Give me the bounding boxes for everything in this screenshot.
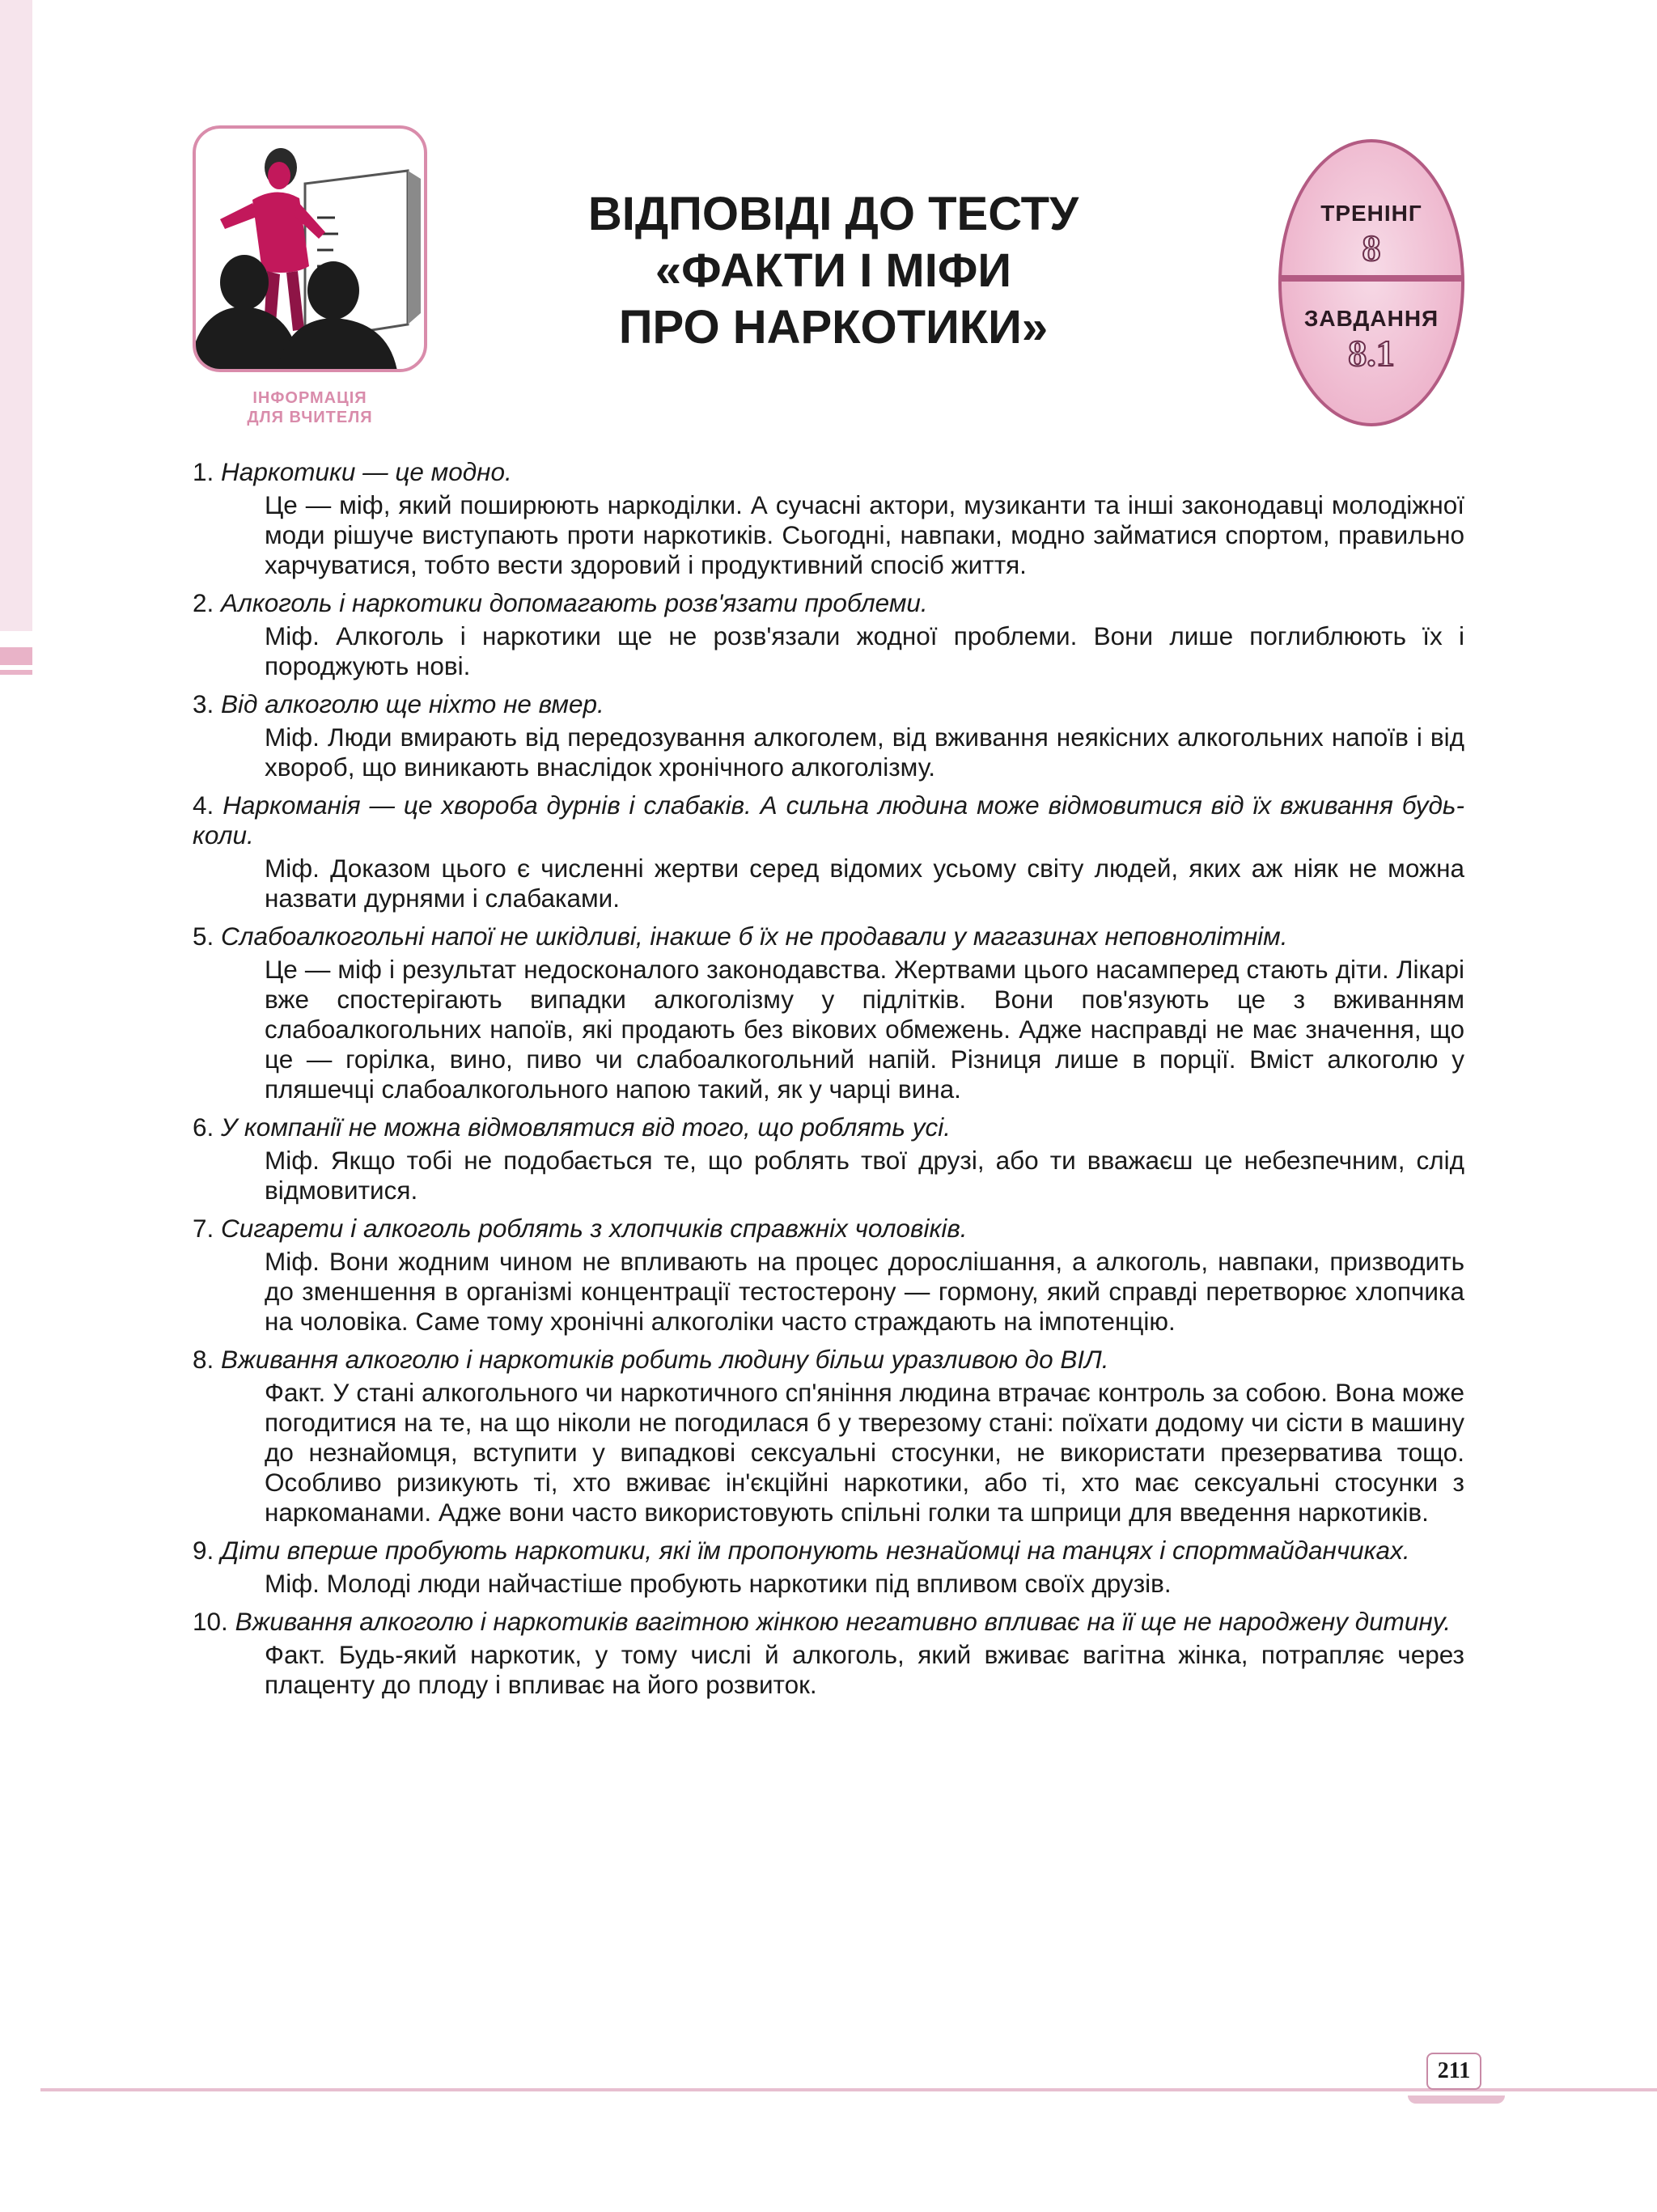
myth-statement (193, 1214, 1464, 1244)
statement-text: Слабоалкогольні напої не шкідливі, інакше б їх не продавали у магазинах неповнолітнім. (221, 922, 1288, 951)
teacher-caption-line: ДЛЯ ВЧИТЕЛЯ (247, 409, 373, 426)
footer-rule (40, 2088, 1657, 2091)
item-number: 1. (193, 457, 214, 486)
list-item (193, 1112, 1464, 1206)
myth-statement (193, 588, 1464, 618)
answer-text: Це — міф, який поширюють наркоділки. А сучасні актори, музиканти та інші законодавці молодіжної моди рішуче виступають проти наркотиків. Сьогодні, навпаки, модно займатися спортом, правильно харчуватися, тобто вести здоровий і продуктивний спосіб життя. (265, 490, 1464, 579)
training-badge (1278, 139, 1464, 426)
myth-statement (193, 689, 1464, 719)
item-number: 6. (193, 1112, 214, 1142)
list-item (193, 588, 1464, 681)
statement-text: Від алкоголю ще ніхто не вмер. (221, 689, 604, 718)
item-number: 9. (193, 1536, 214, 1565)
left-margin-tab-line (0, 670, 32, 675)
myth-statement (193, 1607, 1464, 1637)
item-number: 4. (193, 790, 214, 820)
title-line: ВІДПОВІДІ ДО ТЕСТУ (587, 188, 1079, 240)
left-margin-stripe (0, 0, 32, 631)
title-line: ПРО НАРКОТИКИ» (618, 301, 1049, 354)
teacher-info-card (193, 125, 427, 372)
list-item (193, 790, 1464, 913)
statement-text: Алкоголь і наркотики допомагають розв'язати проблеми. (221, 588, 928, 617)
teacher-presentation-illustration (196, 129, 427, 372)
answer-text: Факт. Будь-який наркотик, у тому числі й алкоголь, який вживає вагітна жінка, потрапляє через плаценту до плоду і впливає на його розвиток. (265, 1640, 1464, 1699)
task-number: 8.1 (1348, 333, 1395, 374)
answers-list (193, 457, 1464, 1708)
item-number: 5. (193, 922, 214, 951)
statement-text: У компанії не можна відмовлятися від того, що роблять усі. (221, 1112, 951, 1142)
myth-statement (193, 1345, 1464, 1375)
list-item (193, 689, 1464, 782)
task-label: ЗАВДАННЯ (1303, 306, 1439, 331)
page-title (485, 186, 1181, 356)
list-item (193, 457, 1464, 580)
answer-text: Міф. Якщо тобі не подобається те, що роблять твої друзі, або ти вважаєш це небезпечним, слід відмовитися. (265, 1146, 1464, 1205)
answer-text: Міф. Молоді люди найчастіше пробують наркотики під впливом своїх друзів. (265, 1569, 1172, 1598)
statement-text: Сигарети і алкоголь роблять з хлопчиків справжніх чоловіків. (221, 1214, 968, 1243)
item-number: 8. (193, 1345, 214, 1374)
myth-statement (193, 790, 1464, 850)
answer-text: Міф. Алкоголь і наркотики ще не розв'язали жодної проблеми. Вони лише поглиблюють їх і породжують нові. (265, 621, 1464, 680)
statement-text: Наркотики — це модно. (221, 457, 512, 486)
training-number: 8 (1362, 227, 1381, 269)
page-number: 211 (1426, 2053, 1481, 2090)
list-item (193, 1345, 1464, 1528)
item-number: 7. (193, 1214, 214, 1243)
title-line: «ФАКТИ І МІФИ (655, 244, 1012, 297)
myth-statement (193, 1112, 1464, 1142)
statement-text: Діти вперше пробують наркотики, які їм пропонують незнайомці на танцях і спортмайданчиках. (221, 1536, 1410, 1565)
left-margin-tab (0, 647, 32, 665)
item-number: 3. (193, 689, 214, 718)
list-item (193, 1607, 1464, 1700)
teacher-info-caption (193, 388, 427, 427)
answer-text: Факт. У стані алкогольного чи наркотичного сп'яніння людина втрачає контроль за собою. Вона може погодитися на те, на що ніколи не погодилася б у тверезому стані: поїхати додому чи сісти в машину до незнайомця, вступити у випадкові сексуальні стосунки, не використати презерватива тощо. Особливо ризикують ті, хто вживає ін'єкційні наркотики, або ті, хто має сексуальні стосунки з наркоманами. Адже вони часто використовують спільні голки та шприци для введення наркотиків. (265, 1378, 1464, 1527)
list-item (193, 922, 1464, 1104)
statement-text: Вживання алкоголю і наркотиків вагітною жінкою негативно впливає на її ще не народжену дитину. (235, 1607, 1451, 1636)
myth-statement (193, 922, 1464, 951)
list-item (193, 1536, 1464, 1599)
list-item (193, 1214, 1464, 1337)
myth-statement (193, 1536, 1464, 1566)
statement-text: Вживання алкоголю і наркотиків робить людину більш уразливою до ВІЛ. (221, 1345, 1109, 1374)
statement-text: Наркоманія — це хвороба дурнів і слабаків. А сильна людина може відмовитися від їх вживання будь-коли. (193, 790, 1464, 850)
answer-text: Це — міф і результат недосконалого законодавства. Жертвами цього насамперед стають діти. Лікарі вже спостерігають випадки алкоголізму у підлітків. Вони пов'язують це з вживанням слабоалкогольних напоїв, які продають без вікових обмежень. Адже насправді не має значення, що це — горілка, вино, пиво чи слабоалкогольний напій. Різниця лише в порції. Вміст алкоголю у пляшечці слабоалкогольного напою такий, як у чарці вина. (265, 955, 1464, 1104)
answer-text: Міф. Доказом цього є численні жертви серед відомих усьому світу людей, яких аж ніяк не можна назвати дурнями і слабаками. (265, 854, 1464, 913)
myth-statement (193, 457, 1464, 487)
item-number: 10. (193, 1607, 228, 1636)
answer-text: Міф. Вони жодним чином не впливають на процес дорослішання, а алкоголь, навпаки, призводить до зменшення в організмі концентрації тестостерону — гормону, який справді перетворює хлопчика на чоловіка. Саме тому хронічні алкоголіки часто страждають на імпотенцію. (265, 1247, 1464, 1336)
footer-tab (1408, 2095, 1505, 2104)
badge-divider (1281, 275, 1462, 282)
teacher-caption-line: ІНФОРМАЦІЯ (252, 389, 367, 407)
item-number: 2. (193, 588, 214, 617)
training-label: ТРЕНІНГ (1320, 201, 1422, 226)
answer-text: Міф. Люди вмирають від передозування алкоголем, від вживання неякісних алкогольних напоїв і від хвороб, що виникають внаслідок хронічного алкоголізму. (265, 723, 1464, 782)
